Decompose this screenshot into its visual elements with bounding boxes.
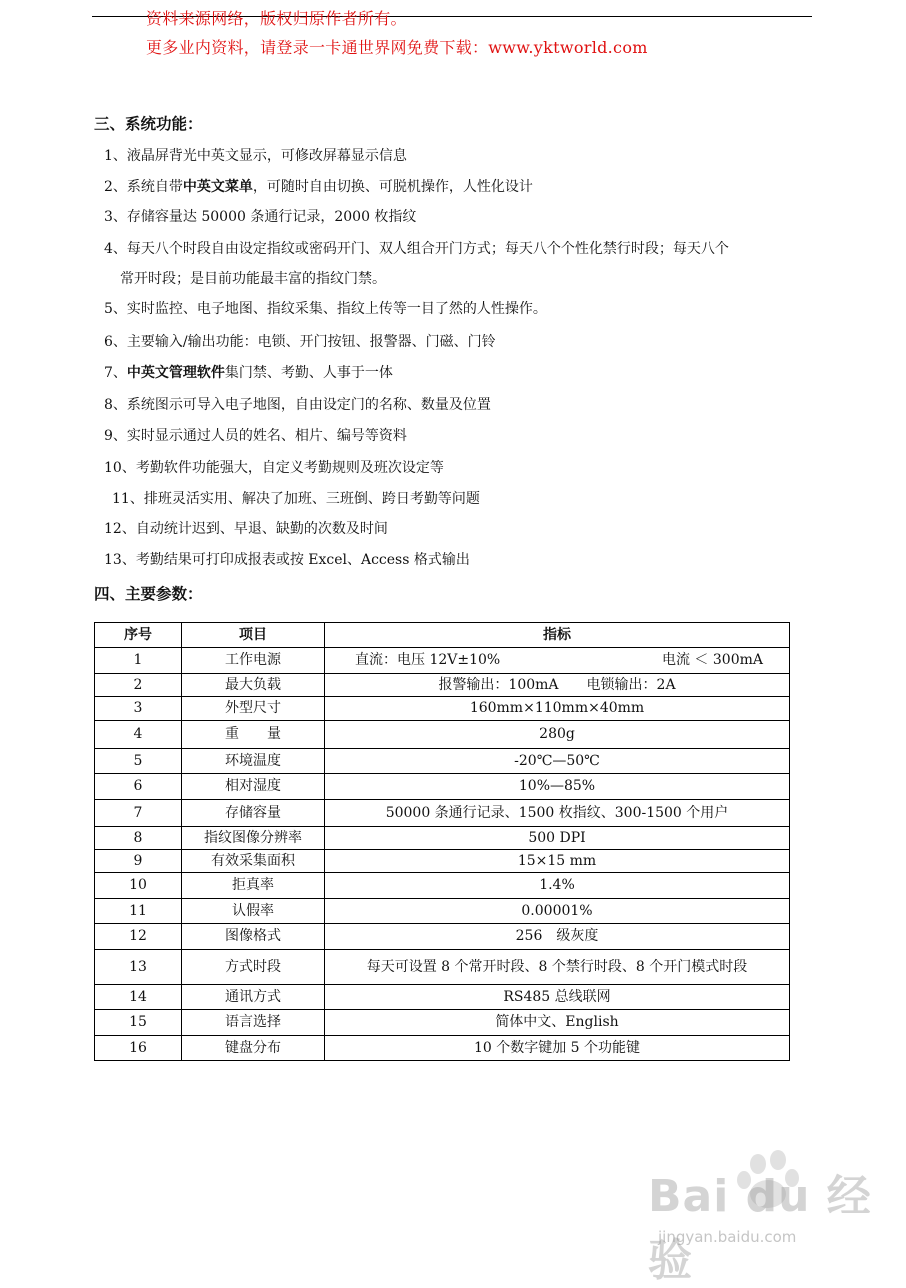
watermark-url: jingyan.baidu.com [658, 1228, 797, 1246]
cell-number: 5 [95, 749, 182, 774]
cell-number: 9 [95, 850, 182, 873]
feature-emphasis: 中英文菜单 [182, 179, 253, 195]
table-header-row [95, 623, 790, 648]
cell-number: 1 [95, 648, 182, 674]
feature-item [104, 458, 444, 478]
cell-item: 指纹图像分辨率 [182, 827, 325, 850]
feature-item [120, 269, 386, 289]
table-row [95, 697, 790, 721]
spec-text-secondary: 电流 ＜ 300mA [661, 652, 763, 668]
feature-emphasis: 中英文管理软件 [126, 365, 225, 381]
feature-item [104, 519, 388, 539]
cell-number: 7 [95, 800, 182, 827]
table-row [95, 774, 790, 800]
cell-number: 10 [95, 873, 182, 899]
cell-number: 15 [95, 1010, 182, 1036]
header-item: 项目 [182, 623, 325, 648]
cell-spec: 50000 条通行记录、1500 枚指纹、300-1500 个用户 [325, 800, 790, 827]
cell-item: 有效采集面积 [182, 850, 325, 873]
cell-number: 14 [95, 985, 182, 1010]
cell-item: 存储容量 [182, 800, 325, 827]
cell-item: 外型尺寸 [182, 697, 325, 721]
feature-item [104, 426, 407, 446]
cell-spec: 每天可设置 8 个常开时段、8 个禁行时段、8 个开门模式时段 [325, 950, 790, 985]
feature-text: 9、实时显示通过人员的姓名、相片、编号等资料 [104, 428, 407, 444]
section-3-title: 三、系统功能： [94, 114, 203, 133]
feature-item [104, 177, 533, 197]
cell-number: 6 [95, 774, 182, 800]
cell-item: 重 量 [182, 721, 325, 749]
table-row [95, 827, 790, 850]
feature-text-tail: 集门禁、考勤、人事于一体 [224, 365, 393, 381]
cell-item: 工作电源 [182, 648, 325, 674]
watermark-brand: Bai du 经验 [648, 1171, 872, 1286]
table-row [95, 873, 790, 899]
cell-item: 通讯方式 [182, 985, 325, 1010]
table-row [95, 1036, 790, 1061]
feature-text: 3、存储容量达 50000 条通行记录，2000 枚指纹 [104, 209, 417, 225]
cell-spec: 简体中文、English [325, 1010, 790, 1036]
cell-item: 方式时段 [182, 950, 325, 985]
section-4-title: 四、主要参数： [94, 584, 203, 603]
feature-text: 11、排班灵活实用、解决了加班、三班倒、跨日考勤等问题 [112, 491, 480, 507]
table-row [95, 800, 790, 827]
cell-item: 相对湿度 [182, 774, 325, 800]
header-spec: 指标 [325, 623, 790, 648]
feature-text: 常开时段；是目前功能最丰富的指纹门禁。 [120, 271, 386, 287]
table-row [95, 749, 790, 774]
feature-text: 8、系统图示可导入电子地图，自由设定门的名称、数量及位置 [104, 397, 491, 413]
feature-item [104, 207, 416, 227]
cell-number: 11 [95, 899, 182, 924]
cell-spec: 10 个数字键加 5 个功能键 [325, 1036, 790, 1061]
feature-item [104, 239, 729, 259]
feature-text: 10、考勤软件功能强大，自定义考勤规则及班次设定等 [104, 460, 444, 476]
cell-item: 拒真率 [182, 873, 325, 899]
feature-text: 1、液晶屏背光中英文显示，可修改屏幕显示信息 [104, 148, 407, 164]
cell-item: 键盘分布 [182, 1036, 325, 1061]
feature-item [104, 332, 496, 352]
feature-text: 2、系统自带 [104, 179, 183, 195]
cell-spec: 15×15 mm [325, 850, 790, 873]
feature-text: 4、每天八个时段自由设定指纹或密码开门、双人组合开门方式；每天八个个性化禁行时段；每天八个 [104, 241, 729, 257]
table-row [95, 950, 790, 985]
cell-spec: 160mm×110mm×40mm [325, 697, 790, 721]
cell-spec: 256 级灰度 [325, 924, 790, 950]
cell-number: 13 [95, 950, 182, 985]
cell-spec: RS485 总线联网 [325, 985, 790, 1010]
cell-number: 4 [95, 721, 182, 749]
table-row [95, 899, 790, 924]
header-copyright-note: 资料来源网络，版权归原作者所有。 [146, 9, 407, 28]
cell-number: 12 [95, 924, 182, 950]
cell-spec: -20℃—50℃ [325, 749, 790, 774]
cell-spec: 500 DPI [325, 827, 790, 850]
feature-text: 12、自动统计迟到、早退、缺勤的次数及时间 [104, 521, 388, 537]
cell-spec: 10%—85% [325, 774, 790, 800]
header-download-note: 更多业内资料，请登录一卡通世界网免费下载：www.yktworld.com [146, 38, 648, 57]
table-row [95, 1010, 790, 1036]
header-number: 序号 [95, 623, 182, 648]
cell-item: 环境温度 [182, 749, 325, 774]
feature-item [104, 550, 470, 570]
cell-spec: 280g [325, 721, 790, 749]
feature-item [104, 146, 407, 166]
feature-item [104, 363, 393, 383]
table-row [95, 674, 790, 697]
cell-item: 图像格式 [182, 924, 325, 950]
table-row [95, 648, 790, 674]
cell-number: 2 [95, 674, 182, 697]
cell-number: 8 [95, 827, 182, 850]
feature-item [104, 395, 491, 415]
feature-text-tail: ，可随时自由切换、可脱机操作，人性化设计 [252, 179, 533, 195]
parameters-table [94, 622, 790, 1061]
feature-text: 7、 [104, 365, 127, 381]
cell-spec: 0.00001% [325, 899, 790, 924]
cell-number: 3 [95, 697, 182, 721]
cell-item: 最大负载 [182, 674, 325, 697]
feature-text: 5、实时监控、电子地图、指纹采集、指纹上传等一目了然的人性操作。 [104, 301, 547, 317]
cell-spec: 1.4% [325, 873, 790, 899]
cell-item: 认假率 [182, 899, 325, 924]
table-row [95, 924, 790, 950]
feature-text: 6、主要输入/输出功能：电锁、开门按钮、报警器、门磁、门铃 [104, 334, 496, 350]
table-row [95, 721, 790, 749]
cell-spec: 报警输出：100mA 电锁输出：2A [325, 674, 790, 697]
cell-number: 16 [95, 1036, 182, 1061]
feature-item [112, 489, 480, 509]
spec-text: 直流：电压 12V±10% [355, 652, 501, 668]
feature-item [104, 299, 547, 319]
feature-text: 13、考勤结果可打印成报表或按 Excel、Access 格式输出 [104, 552, 470, 568]
cell-spec [325, 648, 790, 674]
table-row [95, 850, 790, 873]
table-row [95, 985, 790, 1010]
cell-item: 语言选择 [182, 1010, 325, 1036]
